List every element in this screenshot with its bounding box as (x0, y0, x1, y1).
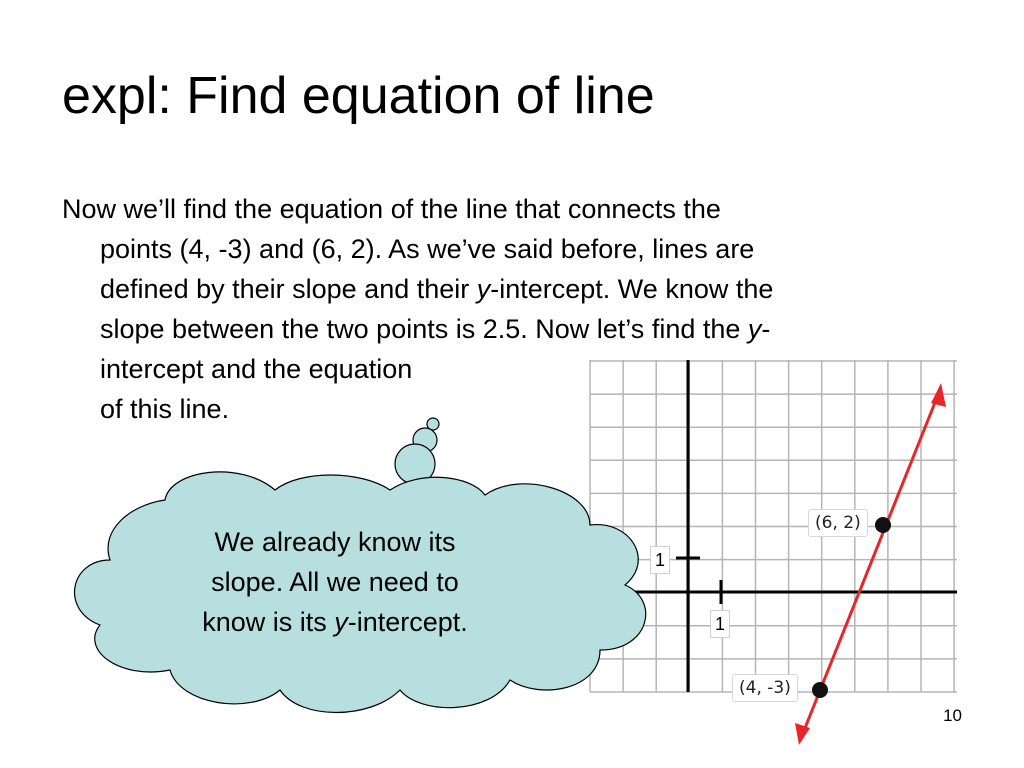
point-label-6-2: (6, 2) (808, 509, 868, 537)
y-tick-label: 1 (650, 546, 670, 574)
body-line-3-b: -intercept. We know the (490, 274, 774, 304)
body-line-3-a: defined by their slope and their (100, 274, 477, 304)
body-line-4-a: slope between the two points is 2.5. Now let’s find the (100, 314, 748, 344)
cloud-text (150, 522, 520, 642)
x-tick-label: 1 (710, 610, 730, 638)
slide-title: expl: Find equation of line (62, 67, 655, 125)
body-line-4-y: y (747, 314, 762, 344)
body-line-4-b: - (761, 314, 771, 344)
body-line-3-y: y (476, 274, 491, 304)
body-line-1: Now we’ll find the equation of the line that connects the (62, 194, 721, 224)
body-line-6: of this line. (100, 394, 230, 424)
cloud-line-3-y: y (334, 607, 348, 637)
cloud-line-2: slope. All we need to (211, 567, 459, 597)
cloud-line-3-b: -intercept. (347, 607, 468, 637)
page-number: 10 (943, 706, 962, 725)
cloud-line-1: We already know its (214, 527, 456, 557)
cloud-line-3 (150, 602, 520, 642)
point-label-4-neg3: (4, -3) (732, 674, 798, 702)
body-line-2: points (4, -3) and (6, 2). As we’ve said before, lines are (100, 234, 755, 264)
cloud-line-3-a: know is its (202, 607, 335, 637)
body-line-5: intercept and the equation (100, 354, 413, 384)
